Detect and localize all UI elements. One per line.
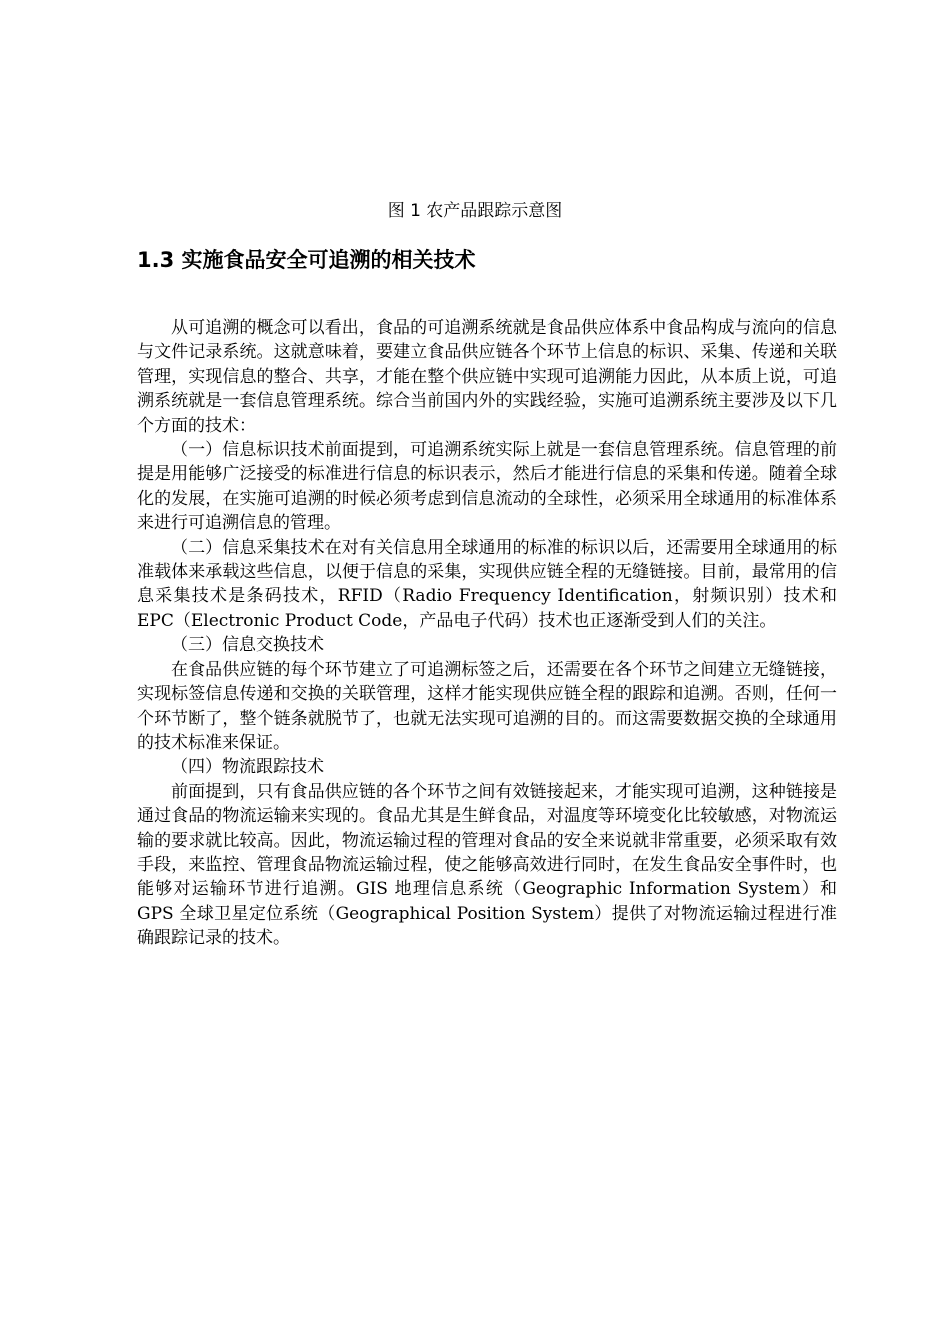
paragraph-info-identification: （一）信息标识技术前面提到，可追溯系统实际上就是一套信息管理系统。信息管理的前提是用能够广泛接受的标准进行信息的标识表示，然后才能进行信息的采集和传递。随着全球化的发展，在实施可追溯的时候必须考虑到信息流动的全球性，必须采用全球通用的标准体系来进行可追溯信息的管理。: [137, 440, 837, 534]
section-heading: 1.3 实施食品安全可追溯的相关技术: [137, 248, 476, 272]
paragraph-intro: 从可追溯的概念可以看出，食品的可追溯系统就是食品供应体系中食品构成与流向的信息与文件记录系统。这就意味着，要建立食品供应链各个环节上信息的标识、采集、传递和关联管理，实现信息的整合、共享，才能在整个供应链中实现可追溯能力因此，从本质上说，可追溯系统就是一套信息管理系统。综合当前国内外的实践经验，实施可追溯系统主要涉及以下几个方面的技术：: [137, 318, 837, 436]
subheading-logistics-tracking: （四）物流跟踪技术: [171, 757, 324, 778]
paragraph-info-exchange: 在食品供应链的每个环节建立了可追溯标签之后，还需要在各个环节之间建立无缝链接，实现标签信息传递和交换的关联管理，这样才能实现供应链全程的跟踪和追溯。否则，任何一个环节断了，整个链条就脱节了，也就无法实现可追溯的目的。而这需要数据交换的全球通用的技术标准来保证。: [137, 659, 837, 753]
subheading-info-exchange: （三）信息交换技术: [171, 635, 324, 656]
paragraph-logistics-tracking: 前面提到，只有食品供应链的各个环节之间有效链接起来，才能实现可追溯，这种链接是通过食品的物流运输来实现的。食品尤其是生鲜食品，对温度等环境变化比较敏感，对物流运输的要求就比较高。因此，物流运输过程的管理对食品的安全来说就非常重要，必须采取有效手段，来监控、管理食品物流运输过程，使之能够高效进行同时，在发生食品安全事件时，也能够对运输环节进行追溯。GIS 地理信息系统（Geographic Information System）和 GPS 全球卫星定位系统（Geographical Position System）提供了对物流运输过程进行准确跟踪记录的技术。: [137, 781, 837, 949]
paragraph-info-collection: （二）信息采集技术在对有关信息用全球通用的标准的标识以后，还需要用全球通用的标准载体来承载这些信息，以便于信息的采集，实现供应链全程的无缝链接。目前，最常用的信息采集技术是条码技术，RFID（Radio Frequency Identification，射频识别）技术和 EPC（Electronic Product Code，产品电子代码）技术也正逐渐受到人们的关注。: [137, 537, 837, 631]
body-text: [137, 316, 837, 951]
figure-caption: 图 1 农产品跟踪示意图: [387, 201, 563, 221]
